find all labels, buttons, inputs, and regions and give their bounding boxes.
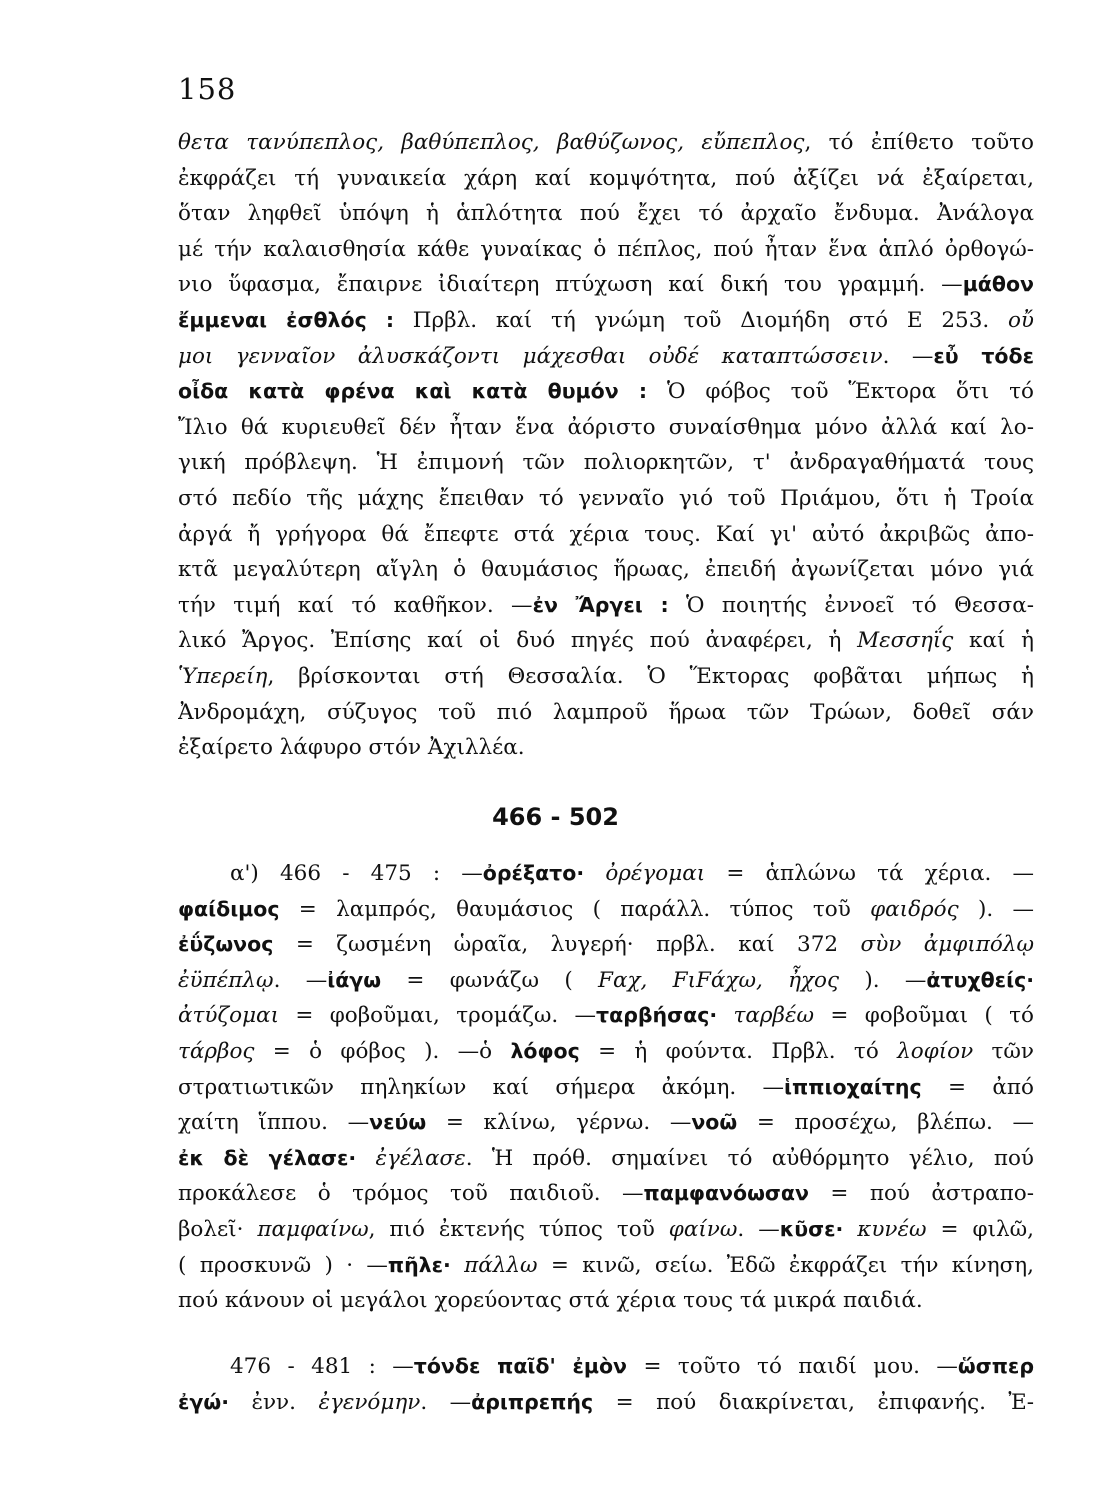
italic-text: ἐγέλασε xyxy=(375,1145,466,1171)
text-line xyxy=(178,1349,1034,1385)
text-line xyxy=(178,927,1034,963)
text-run: γική πρόβλεψη. Ἡ ἐπιμονή τῶν πολιορκητῶν, τ' ἀνδραγαθήματά τους xyxy=(178,450,1034,476)
italic-text: φαίνω xyxy=(668,1216,738,1242)
text-line xyxy=(178,1212,1034,1248)
lemma-term: λόφος xyxy=(510,1038,580,1063)
text-run: , πιό ἐκτενής τύπος τοῦ xyxy=(368,1216,669,1242)
text-run: στρατιωτικῶν πηληκίων καί σήμερα ἀκόμη. — xyxy=(178,1074,785,1100)
text-run: μέ τήν καλαισθησία κάθε γυναίκας ὁ πέπλος, πού ἦταν ἕνα ἁπλό ὀρθογώ- xyxy=(178,236,1034,262)
text-run: ὅταν ληφθεῖ ὑπόψη ἡ ἁπλότητα πού ἔχει τό ἀρχαῖο ἔνδυμα. Ἀνάλογα xyxy=(178,201,1034,227)
italic-text: Ὑπερείη xyxy=(178,663,268,689)
text-run xyxy=(843,1217,857,1242)
lemma-term: εὖ τόδε xyxy=(933,343,1034,368)
italic-text: θετα τανύπεπλος, βαθύπεπλος, βαθύζωνος, εὔπεπλος xyxy=(178,130,805,155)
text-line xyxy=(178,1176,1034,1212)
lemma-term: ἰάγω xyxy=(327,967,382,992)
lemma-term: ἐκ δὲ γέλασε· xyxy=(178,1145,357,1170)
lemma-term: παμφανόωσαν xyxy=(643,1181,809,1206)
lemma-term: οἶδα κατὰ φρένα καὶ κατὰ θυμόν : xyxy=(178,379,648,404)
text-run: = κινῶ, σείω. Ἐδῶ ἐκφράζει τήν κίνηση, xyxy=(537,1252,1034,1278)
text-run: = φωνάζω ( xyxy=(381,967,599,993)
lemma-term: φαίδιμος xyxy=(178,896,280,921)
text-run xyxy=(584,861,605,886)
text-run: . — xyxy=(737,1216,780,1242)
text-run: . — xyxy=(420,1389,472,1415)
text-line xyxy=(178,445,1034,481)
text-run: = κλίνω, γέρνω. — xyxy=(426,1110,692,1136)
text-line xyxy=(178,1034,1034,1070)
text-run: = ὁ φόβος ). —ὁ xyxy=(254,1038,511,1064)
text-line xyxy=(178,659,1034,695)
text-run: = φιλῶ, xyxy=(926,1216,1034,1242)
text-run: , τό ἐπίθετο τοῦτο xyxy=(804,130,1034,155)
text-run xyxy=(356,1146,375,1171)
italic-text: ταρβέω xyxy=(733,1003,815,1029)
italic-text: ὀρέγομαι xyxy=(605,861,706,886)
text-line xyxy=(178,1248,1034,1284)
lemma-term: τόνδε παῖδ' ἐμὸν xyxy=(413,1354,628,1378)
italic-text: λοφίον xyxy=(897,1038,974,1064)
lemma-term: ἐγώ· xyxy=(178,1389,229,1414)
text-run: Ἴλιο θά κυριευθεῖ δέν ἦταν ἕνα ἀόριστο συναίσθημα μόνο ἀλλά καί λο- xyxy=(178,414,1034,440)
text-line xyxy=(178,267,1034,303)
commentary-paragraph xyxy=(178,1349,1034,1420)
lemma-term: ἐν Ἄργει : xyxy=(532,592,669,617)
italic-text: οὔ xyxy=(1007,307,1034,333)
text-run: = λαμπρός, θαυμάσιος ( παράλλ. τύπος τοῦ xyxy=(279,896,871,922)
text-line xyxy=(178,730,1034,766)
text-run: = τοῦτο τό παιδί μου. — xyxy=(627,1354,958,1379)
italic-text: σὺν ἀμφιπόλῳ xyxy=(860,932,1034,958)
lemma-term: μάθον xyxy=(962,272,1034,297)
text-line xyxy=(178,232,1034,268)
commentary-paragraph xyxy=(178,125,1034,766)
text-run: λικό Ἄργος. Ἐπίσης καί οἱ δυό πηγές πού ἀναφέρει, ἡ xyxy=(178,628,858,654)
text-run: 476 - 481 : — xyxy=(230,1354,414,1379)
text-run: Πρβλ. καί τή γνώμη τοῦ Διομήδη στό Ε 253. xyxy=(394,307,1008,333)
text-run: χαίτη ἵππου. — xyxy=(178,1110,370,1136)
text-run: τήν τιμή καί τό καθῆκον. — xyxy=(178,592,533,618)
italic-text: ἐγενόμην xyxy=(318,1389,421,1415)
section-heading: 466 - 502 xyxy=(492,803,619,831)
text-run: = προσέχω, βλέπω. — xyxy=(737,1110,1034,1136)
text-run: Ὁ φόβος τοῦ Ἕκτορα ὅτι τό xyxy=(647,379,1034,405)
text-run: = ἀπό xyxy=(921,1074,1034,1100)
text-run: ἀργά ἤ γρήγορα θά ἔπεφτε στά χέρια τους. Καί γι' αὐτό ἀκριβῶς ἀπο- xyxy=(178,521,1034,547)
text-line xyxy=(178,1070,1034,1106)
text-run: ). — xyxy=(839,967,927,993)
text-line xyxy=(178,1105,1034,1141)
text-line xyxy=(178,856,1034,892)
text-run: ). — xyxy=(958,896,1034,922)
text-line xyxy=(178,303,1034,339)
text-run: = φοβοῦμαι ( τό xyxy=(814,1003,1034,1029)
text-line xyxy=(178,552,1034,588)
italic-text: ἀτύζομαι xyxy=(178,1003,280,1029)
text-run: ἐκφράζει τή γυναικεία χάρη καί κομψότητα, πού ἀξίζει νά ἐξαίρεται, xyxy=(178,165,1034,191)
lemma-term: κῦσε· xyxy=(779,1216,844,1241)
text-line xyxy=(178,695,1034,731)
text-run: = πού διακρίνεται, ἐπιφανής. Ἐ- xyxy=(593,1389,1034,1415)
text-run xyxy=(717,1003,733,1028)
text-line xyxy=(178,161,1034,197)
lemma-term: ταρβήσας· xyxy=(596,1003,718,1028)
lemma-term: ἱππιοχαίτης xyxy=(784,1074,922,1099)
text-run: Ἀνδρομάχη, σύζυγος τοῦ πιό λαμπροῦ ἥρωα τῶν Τρώων, δοθεῖ σάν xyxy=(178,699,1034,725)
text-run: = πού ἀστραπο- xyxy=(808,1181,1034,1207)
text-run: = φοβοῦμαι, τρομάζω. — xyxy=(279,1003,597,1029)
text-line xyxy=(178,374,1034,410)
lemma-term: πῆλε· xyxy=(387,1252,451,1277)
italic-text: Fαχ, FιFάχω, ἦχος xyxy=(598,967,840,993)
text-run: προκάλεσε ὁ τρόμος τοῦ παιδιοῦ. — xyxy=(178,1181,644,1207)
text-run: πού κάνουν οἱ μεγάλοι χορεύοντας στά χέρια τους τά μικρά παιδιά. xyxy=(178,1288,923,1314)
lemma-term: νοῶ xyxy=(691,1110,738,1135)
text-run: καί ἡ xyxy=(953,628,1034,654)
text-line xyxy=(178,1385,1034,1421)
italic-text: ἐϋπέπλῳ xyxy=(178,967,274,993)
text-line xyxy=(178,196,1034,232)
text-run: , βρίσκονται στή Θεσσαλία. Ὁ Ἕκτορας φοβᾶται μήπως ἡ xyxy=(267,663,1034,689)
lemma-term: ἀριπρεπής xyxy=(471,1389,594,1414)
text-line xyxy=(178,339,1034,375)
text-line xyxy=(178,963,1034,999)
lemma-term: ὀρέξατο· xyxy=(482,861,585,885)
text-line xyxy=(178,517,1034,553)
text-line xyxy=(178,410,1034,446)
italic-text: Μεσσηΐς xyxy=(857,628,954,654)
text-line xyxy=(178,892,1034,928)
text-run: = ἡ φούντα. Πρβλ. τό xyxy=(579,1038,898,1064)
commentary-paragraph xyxy=(178,856,1034,1319)
text-run: ( προσκυνῶ ) · — xyxy=(178,1252,388,1278)
text-run: στό πεδίο τῆς μάχης ἔπειθαν τό γενναῖο γιό τοῦ Πριάμου, ὅτι ἡ Τροία xyxy=(178,485,1034,511)
lemma-term: ὥσπερ xyxy=(957,1354,1034,1378)
text-run: α') 466 - 475 : — xyxy=(230,861,483,886)
text-run: Ὁ ποιητής ἐννοεῖ τό Θεσσα- xyxy=(668,592,1034,618)
italic-text: τάρβος xyxy=(178,1038,255,1064)
lemma-term: ἀτυχθείς· xyxy=(926,967,1034,992)
text-run: τῶν xyxy=(973,1038,1034,1064)
text-line xyxy=(178,1283,1034,1319)
text-line xyxy=(178,998,1034,1034)
text-run: νιο ὕφασμα, ἔπαιρνε ἰδιαίτερη πτύχωση καί δική του γραμμή. — xyxy=(178,272,963,298)
text-run: = ζωσμένη ὡραῖα, λυγερή· πρβλ. καί 372 xyxy=(273,932,861,958)
lemma-term: νεύω xyxy=(369,1110,427,1135)
text-line xyxy=(178,623,1034,659)
text-run: κτᾶ μεγαλύτερη αἴγλη ὁ θαυμάσιος ἥρωας, ἐπειδή ἀγωνίζεται μόνο γιά xyxy=(178,557,1034,583)
text-run: . — xyxy=(882,343,934,369)
italic-text: πάλλω xyxy=(464,1252,538,1278)
text-run: βολεῖ· xyxy=(178,1216,258,1242)
text-run: . — xyxy=(273,967,328,993)
text-run: ἐξαίρετο λάφυρο στόν Ἀχιλλέα. xyxy=(178,735,525,761)
italic-text: φαιδρός xyxy=(870,896,959,922)
text-run xyxy=(451,1253,464,1278)
lemma-term: ἐΰζωνος xyxy=(178,932,274,957)
text-line xyxy=(178,588,1034,624)
italic-text: κυνέω xyxy=(857,1216,927,1242)
text-run: ἐνν. xyxy=(228,1389,319,1415)
text-line xyxy=(178,481,1034,517)
text-line xyxy=(178,1141,1034,1177)
text-run: = ἁπλώνω τά χέρια. — xyxy=(705,861,1034,886)
lemma-term: ἔμμεναι ἐσθλός : xyxy=(178,307,395,332)
text-line xyxy=(178,125,1034,161)
text-run: . Ἡ πρόθ. σημαίνει τό αὐθόρμητο γέλιο, πού xyxy=(465,1145,1034,1171)
page-number: 158 xyxy=(178,72,237,106)
italic-text: μοι γενναῖον ἀλυσκάζοντι μάχεσθαι οὐδέ καταπτώσσειν xyxy=(178,343,883,369)
italic-text: παμφαίνω xyxy=(257,1216,369,1242)
